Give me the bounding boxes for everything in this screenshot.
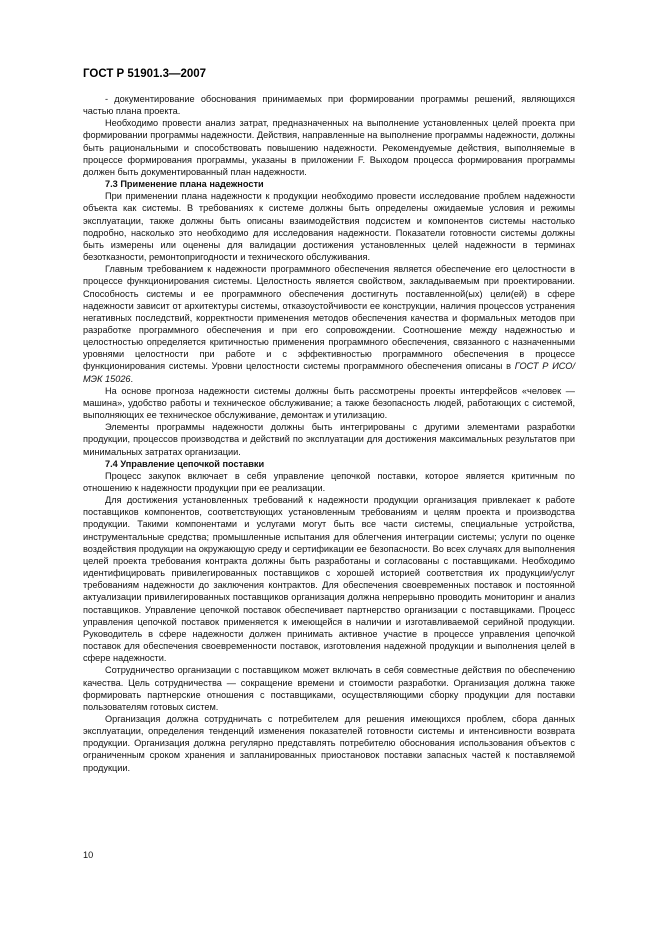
paragraph-end: .	[130, 373, 134, 384]
paragraph: Элементы программы надежности должны быть интегрированы с другими элементами разработки продукции, процессов производства и действий по эксплуатации для достижения максимальных результатов при минимальных затратах организации.	[83, 422, 575, 457]
page-number: 10	[83, 850, 94, 860]
paragraph	[83, 263, 575, 385]
section-heading-7-4: 7.4 Управление цепочкой поставки	[105, 458, 265, 469]
paragraph: - документирование обоснования принимаемых при формировании программы решений, являющихся частью плана проекта.	[83, 94, 575, 117]
section-heading-7-3: 7.3 Применение плана надежности	[105, 179, 264, 190]
standard-reference: ГОСТ Р ИСО/МЭК 15026	[83, 361, 575, 384]
paragraph: Для достижения установленных требований к надежности продукции организация привлекает к работе поставщиков компонентов, соответствующих установленным требованиям и целям проекта и производства продукции. Такими компонентами и услугами могут быть все части системы, специальные устройства, инструментальные средства; промышленные испытания для облегчения интеграции системы; услуги по оценке воздействия продукции на окружающую среду и сертификации ее безопасности. Во всех случаях для выполнения целей проекта требования контракта должны быть разработаны и согласованы с поставщиками. Необходимо идентифицировать привилегированных поставщиков с хорошей историей соответствия их продукции/услуг требованиям надежности до заключения контрактов. Для обеспечения своевременных поставок и постоянной актуализации привилегированных поставщиков организация должна непрерывно проводить мониторинг и анализ поставщиков. Управление цепочкой поставок обеспечивает партнерство организации с поставщиками. Процесс управления цепочкой поставок применяется к имеющейся в наличии и изготавливаемой серийной продукции. Руководитель в сфере надежности должен принимать активное участие в процессе управления цепочкой поставок для обеспечения своевременности поставок, изготовления надежной продукции и выполнения целей в сфере надежности.	[83, 495, 575, 664]
paragraph: Необходимо провести анализ затрат, предназначенных на выполнение установленных целей проекта при формировании программы надежности. Действия, направленные на выполнение программы надежности, должны быть рациональными и способствовать повышению надежности. Рекомендуемые действия, выполняемые в процессе формирования программы, указаны в приложении F. Выходом процесса формирования программы должен быть документированный план надежности.	[83, 118, 575, 177]
paragraph-text: Главным требованием к надежности программного обеспечения является обеспечение его целостности в процессе функционирования системы. Целостность является свойством, закладываемым при проектировании. Способность системы и ее программного обеспечения достигнуть поставленной(ых) цели(ей) в сфере надежности зависит от архитектуры системы, отказоустойчивости ее конструкции, наличия процессов устранения негативных последствий, корректности применения методов обеспечения качества и формальных методов при разработке программного обеспечения и при его сопровождении. Соотношение между надежностью и целостностью определяется критичностью применения программного обеспечения, связанного с назначенными уровнями целостности при работе и с эффективностью программного обеспечения в процессе функционирования системы. Уровни целостности системы программного обеспечения описаны в	[83, 264, 575, 372]
paragraph: Процесс закупок включает в себя управление цепочкой поставки, которое является критичным по отношению к надежности продукции при ее реализации.	[83, 470, 575, 493]
paragraph: Организация должна сотрудничать с потребителем для решения имеющихся проблем, сбора данных эксплуатации, определения тенденций изменения показателей готовности системы и интенсивности возврата продукции. Организация должна регулярно представлять потребителю обоснования использования объектов с ограниченным сроком хранения и запланированных приостановок поставки запасных частей к поставляемой продукции.	[83, 713, 575, 773]
paragraph: Сотрудничество организации с поставщиком может включать в себя совместные действия по обеспечению качества. Цель сотрудничества — сокращение времени и стоимости разработки. Организация должна также формировать партнерские отношения с поставщиками, осуществляющими сборку продукции для поставки пользователям готовых систем.	[83, 665, 575, 712]
paragraph: При применении плана надежности к продукции необходимо провести исследование проблем надежности объекта как системы. В требованиях к системе должны быть определены ожидаемые условия и режимы эксплуатации, также должны быть описаны взаимодействия подсистем и компонентов системы настолько подробно, насколько это необходимо для исследования надежности. Показатели готовности системы должны быть измерены или оценены для валидации достижения установленных целей надежности в терминах безотказности, ремонтопригодности и технического обслуживания.	[83, 191, 575, 263]
document-body	[83, 93, 575, 774]
paragraph: На основе прогноза надежности системы должны быть рассмотрены проекты интерфейсов «человек — машина», удобство работы и техническое обслуживание; а также безопасность людей, работающих с системой, выполняющих ее техническое обслуживание, демонтаж и утилизацию.	[83, 385, 575, 421]
document-header: ГОСТ Р 51901.3—2007	[83, 68, 207, 80]
